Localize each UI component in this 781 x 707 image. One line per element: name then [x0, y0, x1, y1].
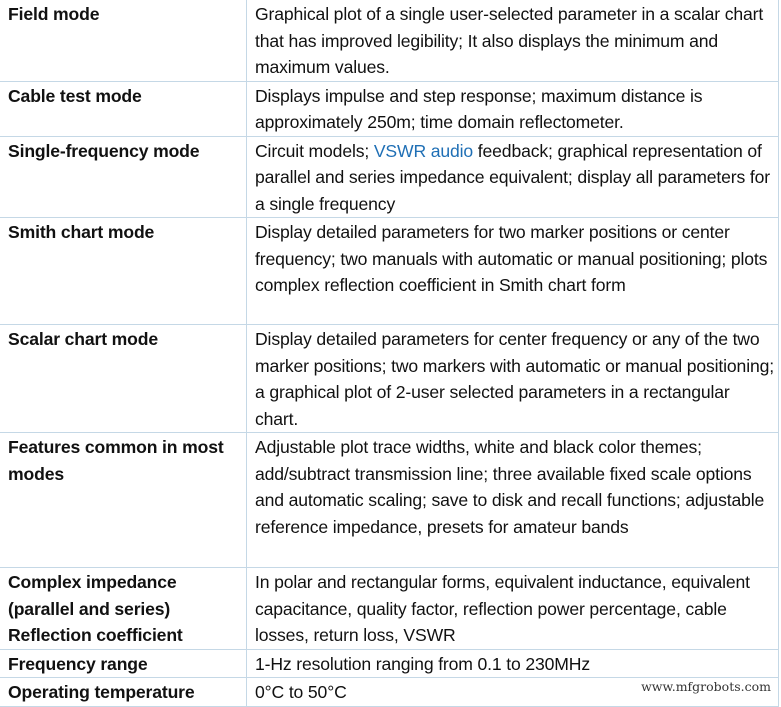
table-row [0, 218, 779, 325]
row-label: Complex impedance (parallel and series) Reflection coefficient [0, 568, 247, 650]
row-label: Field mode [0, 0, 247, 81]
row-value [247, 136, 779, 218]
table-row [0, 433, 779, 568]
row-label: Frequency range [0, 649, 247, 678]
row-label: Scalar chart mode [0, 325, 247, 433]
row-label: Operating temperature [0, 678, 247, 707]
table-row [0, 649, 779, 678]
row-value: Displays impulse and step response; maximum distance is approximately 250m; time domain reflectometer. [247, 81, 779, 136]
row-label: Cable test mode [0, 81, 247, 136]
table-row [0, 568, 779, 650]
table-row [0, 81, 779, 136]
row-label: Single-frequency mode [0, 136, 247, 218]
table-row [0, 0, 779, 81]
row-value: Display detailed parameters for center frequency or any of the two marker positions; two markers with automatic or manual positioning; a graphical plot of 2-user selected parameters in a rectangular chart. [247, 325, 779, 433]
table-row [0, 325, 779, 433]
vswr-audio-link[interactable]: VSWR audio [373, 140, 474, 161]
row-value: Graphical plot of a single user-selected parameter in a scalar chart that has improved legibility; It also displays the minimum and maximum values. [247, 0, 779, 81]
row-value: Adjustable plot trace widths, white and black color themes; add/subtract transmission line; three available fixed scale options and automatic scaling; save to disk and recall functions; adjustable reference impedance, presets for amateur bands [247, 433, 779, 568]
row-value: In polar and rectangular forms, equivalent inductance, equivalent capacitance, quality factor, reflection power percentage, cable losses, return loss, VSWR [247, 568, 779, 650]
row-label: Smith chart mode [0, 218, 247, 325]
row-label: Features common in most modes [0, 433, 247, 568]
value-text-after-link: feedback; graphical representation of parallel and series impedance equivalent; display all parameters for a single frequency [255, 140, 770, 214]
row-value: 0°C to 50°C [247, 678, 779, 707]
value-text-before-link: Circuit models; [255, 140, 374, 161]
watermark: www.mfgrobots.com [641, 679, 771, 694]
table-row [0, 136, 779, 218]
row-value: 1-Hz resolution ranging from 0.1 to 230MHz [247, 649, 779, 678]
row-value: Display detailed parameters for two marker positions or center frequency; two manuals with automatic or manual positioning; plots complex reflection coefficient in Smith chart form [247, 218, 779, 325]
